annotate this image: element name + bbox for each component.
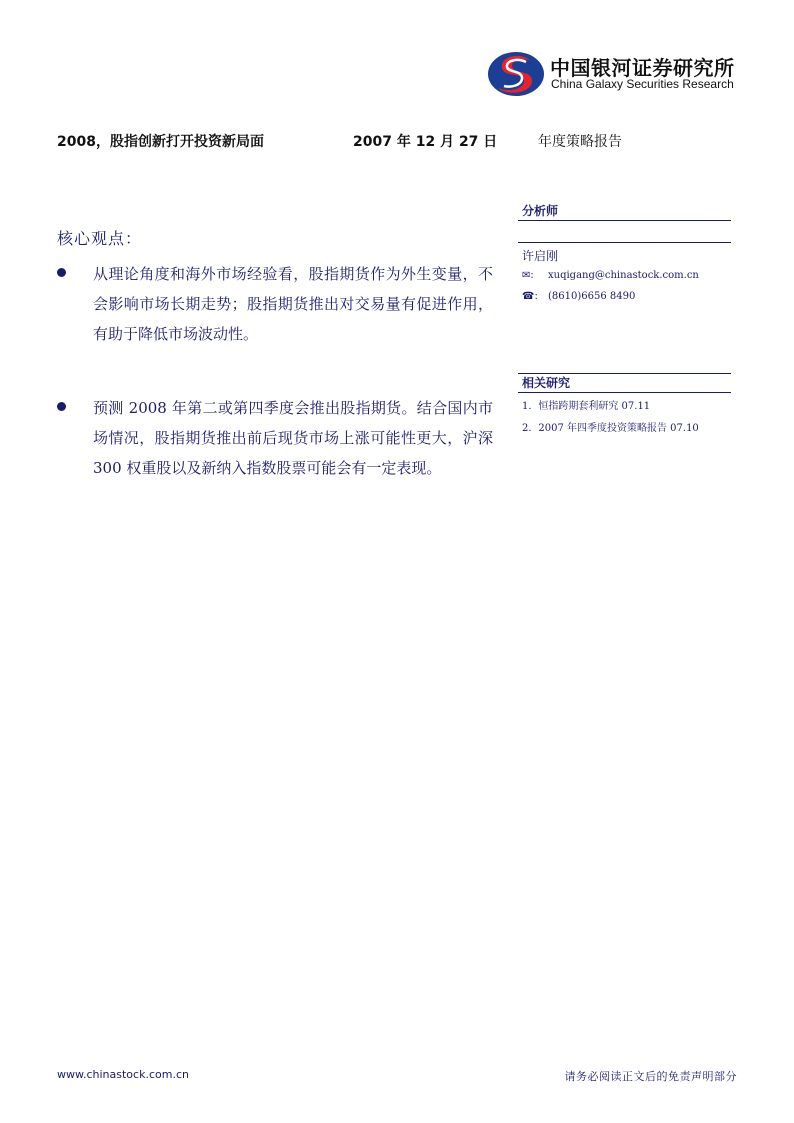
envelope-icon: ✉:	[522, 270, 534, 281]
analyst-phone: (8610)6656 8490	[548, 291, 636, 302]
research-item[interactable]: 2．2007 年四季度投资策略报告 07.10	[522, 423, 699, 434]
bullet-dot-icon	[57, 402, 66, 411]
brand-name-en: China Galaxy Securities Research	[551, 77, 734, 91]
brand-name-cn: 中国银河证券研究所	[550, 56, 735, 80]
phone-row	[518, 286, 731, 307]
email-row	[518, 265, 731, 286]
analyst-email[interactable]: xuqigang@chinastock.com.cn	[548, 270, 699, 281]
analyst-name: 许启刚	[522, 249, 559, 263]
research-item[interactable]: 1．恒指跨期套利研究 07.11	[522, 401, 651, 412]
analyst-panel	[518, 202, 731, 307]
footer-disclaimer: 请务必阅读正文后的免责声明部分	[564, 1070, 737, 1083]
report-type: 年度策略报告	[538, 134, 622, 150]
footer-url[interactable]: www.chinastock.com.cn	[57, 1068, 189, 1081]
galaxy-logo-icon	[486, 48, 546, 100]
report-title: 2008，股指创新打开投资新局面	[57, 134, 264, 150]
report-date: 2007 年 12 月 27 日	[353, 134, 498, 150]
phone-icon: ☎:	[522, 291, 538, 302]
related-research-panel	[518, 373, 731, 440]
analyst-heading: 分析师	[518, 202, 731, 221]
bullet-dot-icon	[57, 268, 66, 277]
bullet-text: 从理论角度和海外市场经验看，股指期货作为外生变量，不会影响市场长期走势；股指期货推出对交易量有促进作用，有助于降低市场波动性。	[93, 265, 493, 343]
related-research-heading: 相关研究	[518, 374, 731, 393]
bullet-text: 预测 2008 年第二或第四季度会推出股指期货。结合国内市场情况，股指期货推出前后现货市场上涨可能性更大，沪深 300 权重股以及新纳入指数股票可能会有一定表现。	[93, 399, 493, 477]
brand-logo	[486, 48, 736, 100]
divider	[518, 242, 731, 243]
section-title: 核心观点：	[57, 229, 143, 248]
related-research-list	[518, 396, 731, 440]
